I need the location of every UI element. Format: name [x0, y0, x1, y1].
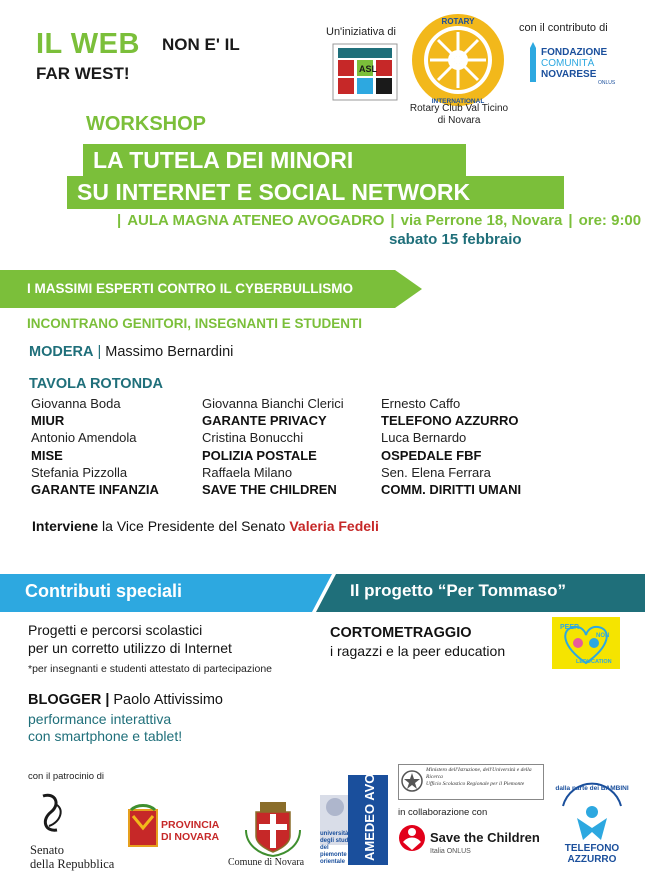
panelist-name: Giovanna Bianchi Clerici	[202, 396, 344, 411]
panelist-name: Luca Bernardo	[381, 430, 467, 446]
certificate-note: *per insegnanti e studenti attestato di partecipazione	[28, 663, 272, 675]
interviene-label: Interviene	[32, 518, 99, 534]
panelist-name: Ernesto Caffo	[381, 396, 461, 411]
project-title: Il progetto “Per Tommaso”	[350, 581, 566, 600]
stc-name: Save the Children	[430, 830, 540, 845]
interviene-text: la Vice Presidente del Senato	[98, 518, 290, 534]
panelist-name: Giovanna Boda	[31, 396, 121, 411]
slogan-non-e-il: NON E' IL	[162, 35, 240, 54]
fondazione-line4: ONLUS	[598, 80, 616, 86]
audience-subtitle: INCONTRANO GENITORI, INSEGNANTI E STUDENTI	[27, 316, 363, 331]
moderator-line: MODERA | Massimo Bernardini	[29, 344, 234, 360]
blogger-label: BLOGGER	[28, 692, 102, 708]
asl-logo-text: ASL	[359, 64, 377, 74]
panel-column-3	[381, 395, 521, 498]
senato-name	[30, 843, 114, 871]
fondazione-line1: FONDAZIONE	[541, 47, 608, 58]
tel-line2: AZZURRO	[567, 854, 617, 865]
school-projects-line2: per un corretto utilizzo di Internet	[28, 640, 232, 656]
vice-president-line	[32, 518, 379, 534]
rotary-logo	[410, 12, 506, 108]
fondazione-logo	[528, 42, 618, 86]
slogan-il-web: IL WEB	[36, 28, 140, 60]
peer-logo-bottom: LEDUCATION	[576, 659, 612, 665]
slogan-far-west: FAR WEST!	[36, 64, 130, 83]
comune-name: Comune di Novara	[228, 857, 305, 868]
panelist-name: Stefania Pizzolla	[31, 464, 128, 480]
save-the-children-logo	[398, 822, 540, 858]
tel-top: dalla parte dei BAMBINI	[555, 785, 629, 792]
workshop-label: WORKSHOP	[86, 113, 206, 135]
peer-education-logo	[552, 617, 620, 669]
moderator-name: Massimo Bernardini	[105, 344, 234, 360]
panelist-org: TELEFONO AZZURRO	[381, 413, 519, 429]
cortometraggio-subtitle: i ragazzi e la peer education	[330, 643, 506, 659]
title-line2: SU INTERNET E SOCIAL NETWORK	[67, 176, 564, 209]
peer-logo-mid: NON	[596, 633, 610, 639]
senato-line1: Senato	[30, 843, 65, 857]
provincia-line2: DI NOVARA	[161, 831, 220, 843]
panel-column-2	[202, 395, 344, 498]
panelist-org: GARANTE PRIVACY	[202, 413, 327, 429]
panelist-name: Antonio Amendola	[31, 430, 137, 446]
tavola-rotonda-label: TAVOLA ROTONDA	[29, 376, 163, 392]
school-projects	[28, 621, 232, 657]
peer-logo-top: PEER	[560, 624, 580, 631]
venue-name: AULA MAGNA ATENEO AVOGADRO	[127, 212, 385, 229]
performance-description	[28, 711, 182, 745]
panelist-name: Raffaela Milano	[202, 464, 293, 480]
rotary-name-line1: Rotary Club Val Ticino	[409, 103, 509, 114]
title-line1: LA TUTELA DEI MINORI	[83, 144, 466, 177]
asl-logo	[330, 40, 400, 102]
panelist-name: Sen. Elena Ferrara	[381, 464, 491, 480]
panelist-org: POLIZIA POSTALE	[202, 447, 317, 463]
panelist-org: MIUR	[31, 413, 65, 429]
provincia-line1: PROVINCIA	[161, 819, 220, 831]
blogger-name: Paolo Attivissimo	[113, 692, 223, 708]
ministero-sub: Ufficio Scolastico Regionale per il Piemonte	[426, 781, 525, 787]
fondazione-line2: COMUNITÀ	[541, 58, 595, 69]
rotary-logo-bottom: INTERNATIONAL	[431, 98, 485, 105]
ministero-text: Ministero dell'Istruzione, dell'Università e della Ricerca	[426, 767, 532, 780]
rotary-club-name	[398, 103, 520, 127]
performance-line2: con smartphone e tablet!	[28, 728, 183, 744]
provincia-logo	[127, 806, 220, 864]
universita-avogadro-logo	[320, 725, 392, 873]
panelist-org: SAVE THE CHILDREN	[202, 482, 337, 498]
performance-line1: performance interattiva	[28, 711, 172, 727]
rotary-logo-top: ROTARY	[441, 17, 475, 26]
rotary-name-line2: di Novara	[437, 115, 481, 126]
venue-line: | AULA MAGNA ATENEO AVOGADRO | via Perrone 18, Novara | ore: 9:00	[117, 212, 642, 229]
patronage-label: con il patrocinio di	[28, 771, 105, 782]
blogger-line: BLOGGER | Paolo Attivissimo	[28, 692, 223, 708]
telefono-azzurro-logo	[557, 778, 627, 864]
fondazione-line3: NOVARESE	[541, 69, 597, 80]
panel-column-1	[31, 395, 159, 498]
contribution-label: con il contributo di	[519, 22, 608, 34]
vice-president-name: Valeria Fedeli	[289, 518, 379, 534]
tel-line1: TELEFONO	[564, 843, 620, 854]
universita-text: università degli studi del piemonte orientale	[320, 831, 350, 865]
cortometraggio-label: CORTOMETRAGGIO	[330, 625, 472, 641]
initiative-label: Un'iniziativa di	[326, 26, 396, 38]
ministero-logo	[398, 764, 544, 804]
modera-label: MODERA	[29, 344, 94, 360]
school-projects-line1: Progetti e percorsi scolastici	[28, 622, 203, 638]
stc-sub: Italia ONLUS	[430, 848, 471, 855]
senato-line2: della Repubblica	[30, 857, 115, 871]
experts-band-text: I MASSIMI ESPERTI CONTRO IL CYBERBULLISMO	[27, 281, 354, 296]
event-date: sabato 15 febbraio	[389, 231, 522, 248]
panelist-org: COMM. DIRITTI UMANI	[381, 482, 522, 498]
panelist-org: MISE	[31, 447, 63, 463]
panelist-name: Cristina Bonucchi	[202, 430, 304, 446]
venue-address: via Perrone 18, Novara	[400, 212, 563, 229]
panelist-org: GARANTE INFANZIA	[31, 482, 159, 498]
collaboration-label: in collaborazione con	[398, 807, 488, 818]
avogadro-logo-text: AMEDEO AVOGADRO	[362, 725, 377, 861]
panelist-org: OSPEDALE FBF	[381, 447, 482, 463]
special-contributions-title: Contributi speciali	[25, 581, 183, 601]
event-time: ore: 9:00	[578, 212, 642, 229]
